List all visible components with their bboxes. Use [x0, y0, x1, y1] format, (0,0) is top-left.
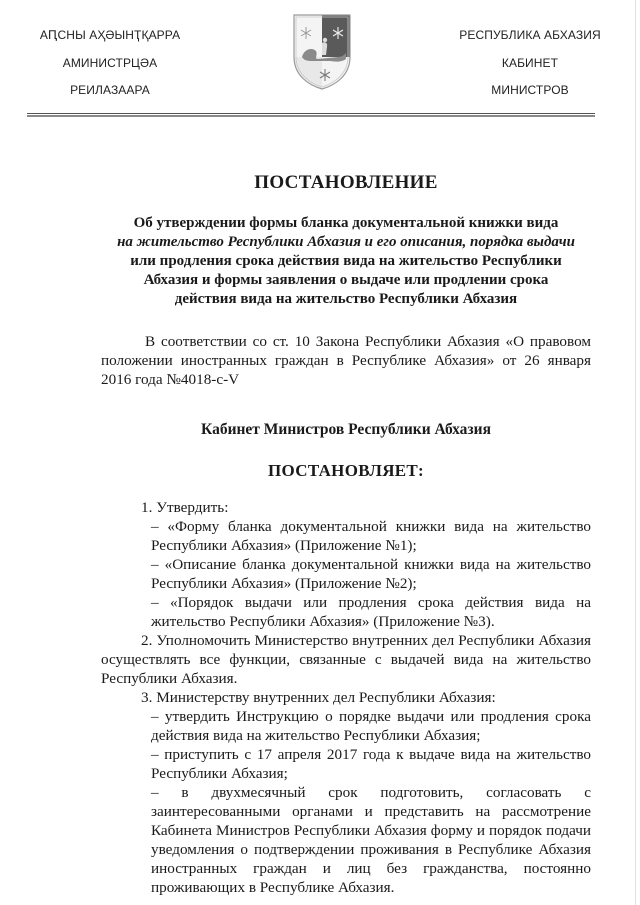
item-3: 3. Министерству внутренних дел Республики Абхазия: [141, 689, 496, 706]
item-1-subitem-3: – «Порядок выдачи или продления срока действия вида на жительство Республики Абхазия» (Приложение №3). [151, 594, 591, 630]
letterhead-right-line-2: КАБИНЕТ [501, 55, 559, 70]
letterhead-right-line-3: МИНИСТРОВ [491, 83, 569, 97]
letterhead-left-line-1: АԤСНЫ АҲӘЫНҬҚАРРА [39, 28, 181, 42]
letterhead-left [30, 22, 190, 105]
document-body [101, 168, 591, 897]
item-3-subitem-3: – в двухмесячный срок подготовить, согласовать с заинтересованными органами и представить на рассмотрение Кабинета Министров Республики Абхазия форму и порядок подачи уведомления о подтверждении проживания в Республике Абхазия иностранных граждан и лиц без гражданства, постоянно проживающих в Республике Абхазия. [151, 784, 591, 896]
resolution-items [101, 498, 591, 897]
item-1-subitem-1: – «Форму бланка документальной книжки вида на жительство Республики Абхазия» (Приложение №1); [151, 518, 591, 554]
letterhead-left-line-3: РЕИЛАЗААРА [70, 83, 150, 97]
resolves-heading: ПОСТАНОВЛЯЕТ: [267, 461, 425, 480]
letterhead-right-line-1: РЕСПУБЛИКА АБХАЗИЯ [459, 28, 601, 42]
letterhead-right [430, 22, 630, 105]
subject-line-4: Абхазия и формы заявления о выдаче или продлении срока [143, 272, 549, 288]
letterhead-divider-thin [27, 113, 595, 114]
item-2: 2. Уполномочить Министерство внутренних дел Республики Абхазия осуществлять все функции, связанные с выдачей вида на жительство Республики Абхазия. [101, 632, 591, 687]
document-subject [101, 214, 591, 309]
subject-line-3: или продления срока действия вида на жительство Республики [130, 253, 562, 269]
item-1: 1. Утвердить: [141, 499, 229, 516]
letterhead-left-line-2: АМИНИСТРЦӘА [62, 55, 158, 70]
subject-line-5: действия вида на жительство Республики Абхазия [174, 291, 518, 307]
letterhead-divider-thick [27, 115, 595, 117]
scan-edge-line [635, 0, 636, 905]
preamble-paragraph: В соответствии со ст. 10 Закона Республики Абхазия «О правовом положении иностранных граждан в Республике Абхазия» от 26 января 2016 года №4018-с-V [101, 333, 591, 388]
item-1-subitem-2: – «Описание бланка документальной книжки вида на жительство Республики Абхазия» (Приложение №2); [151, 556, 591, 592]
issuing-authority: Кабинет Министров Республики Абхазия [201, 421, 491, 438]
coat-of-arms-icon [292, 13, 352, 91]
item-3-subitem-1: – утвердить Инструкцию о порядке выдачи или продления срока действия вида на жительство Республики Абхазия; [151, 708, 591, 744]
item-3-subitem-2: – приступить с 17 апреля 2017 года к выдаче вида на жительство Республики Абхазия; [151, 746, 591, 782]
subject-line-2: на жительство Республики Абхазия и его описания, порядка выдачи [117, 234, 575, 250]
document-heading: ПОСТАНОВЛЕНИЕ [254, 172, 438, 193]
subject-line-1: Об утверждении формы бланка документальной книжки вида [133, 215, 559, 231]
